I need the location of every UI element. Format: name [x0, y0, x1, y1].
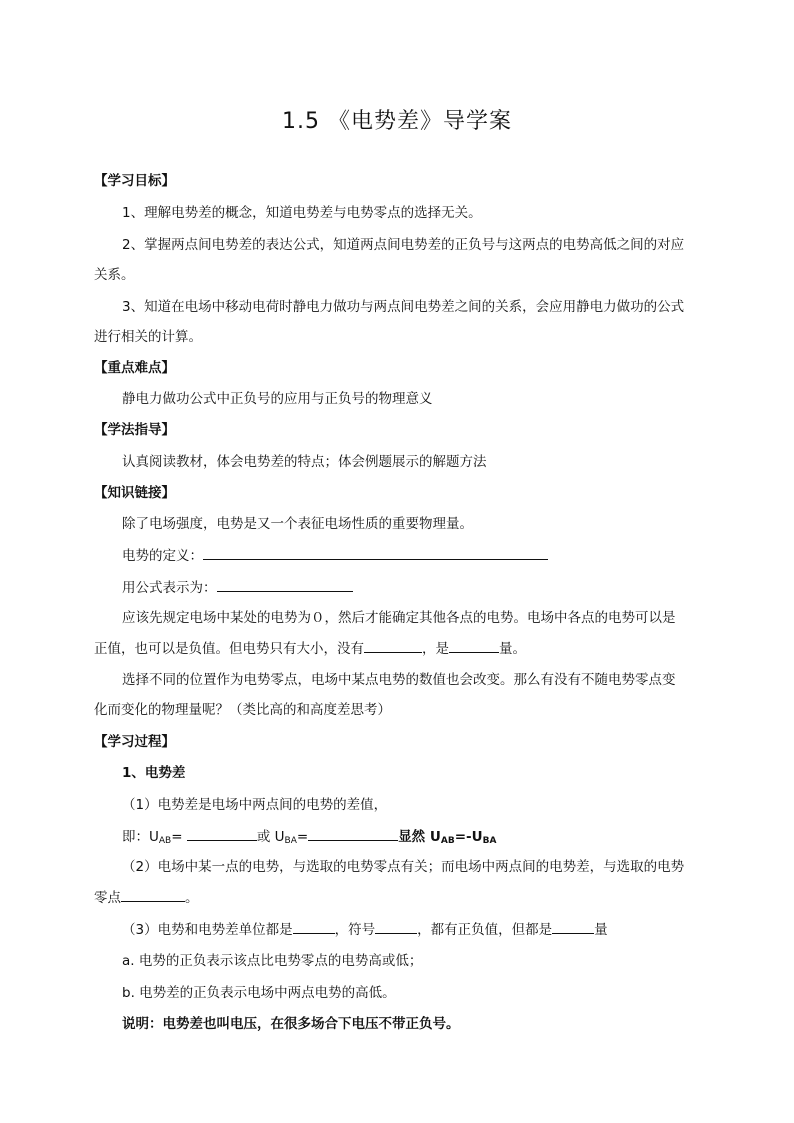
text-span: 正值，也可以是负值。但电势只有大小，没有 — [94, 641, 364, 657]
fill-blank[interactable] — [187, 826, 257, 841]
link-paragraph-3-cont: 化而变化的物理量呢？（类比高的和高度差思考） — [94, 702, 391, 718]
note-b: b. 电势差的正负表示电场中两点电势的高低。 — [122, 985, 396, 1001]
definition-line — [122, 545, 548, 566]
formula-blank[interactable] — [217, 577, 353, 592]
question-2-cont — [94, 887, 199, 908]
key-text: 静电力做功公式中正负号的应用与正负号的物理意义 — [122, 391, 433, 407]
formula-label: 用公式表示为： — [122, 580, 217, 596]
question-2: （2）电场中某一点的电势，与选取的电势零点有关；而电场中两点间的电势差，与选取的电势 — [122, 859, 685, 875]
goal-item-2-cont: 关系。 — [94, 267, 135, 283]
text-span: （3）电势和电势差单位都是 — [122, 922, 293, 938]
text-span: 即：U — [122, 829, 159, 845]
goal-item-3-cont: 进行相关的计算。 — [94, 329, 202, 345]
goal-item-1: 1、理解电势差的概念，知道电势差与电势零点的选择无关。 — [122, 205, 482, 221]
fill-blank[interactable] — [308, 826, 398, 841]
subscript: BA — [482, 836, 497, 846]
link-paragraph-2: 应该先规定电场中某处的电势为０，然后才能确定其他各点的电势。电场中各点的电势可以是 — [122, 610, 676, 626]
fill-blank[interactable] — [375, 919, 417, 934]
fill-blank[interactable] — [552, 919, 594, 934]
text-span: =-U — [454, 829, 483, 845]
section-heading-method: 【学法指导】 — [94, 422, 175, 438]
goal-item-2: 2、掌握两点间电势差的表达公式，知道两点间电势差的正负号与这两点的电势高低之间的对应 — [122, 237, 685, 253]
equation-line — [122, 826, 496, 851]
text-span: 零点 — [94, 890, 121, 906]
fill-blank[interactable] — [449, 638, 499, 653]
link-paragraph-3: 选择不同的位置作为电势零点，电场中某点电势的数值也会改变。那么有没有不随电势零点变 — [122, 672, 676, 688]
subscript: AB — [158, 836, 172, 846]
equation-bold — [398, 829, 496, 845]
fill-blank[interactable] — [364, 638, 422, 653]
text-span: ，都有正负值，但都是 — [417, 922, 553, 938]
definition-blank[interactable] — [203, 545, 548, 560]
text-span: 量 — [594, 922, 608, 938]
subscript: BA — [284, 836, 297, 846]
text-span: 或 U — [256, 829, 285, 845]
text-span: = — [296, 829, 309, 845]
link-paragraph-1: 除了电场强度，电势是又一个表征电场性质的重要物理量。 — [122, 516, 473, 532]
section-heading-process: 【学习过程】 — [94, 734, 175, 750]
question-3 — [122, 919, 608, 940]
fill-blank[interactable] — [121, 887, 185, 902]
question-1: （1）电势差是电场中两点间的电势的差值， — [122, 797, 388, 813]
goal-item-3: 3、知道在电场中移动电荷时静电力做功与两点间电势差之间的关系，会应用静电力做功的公式 — [122, 299, 685, 315]
text-span: ，是 — [422, 641, 449, 657]
page-title: 1.5 《电势差》导学案 — [282, 109, 512, 134]
text-span: = — [171, 829, 183, 845]
text-span: ，符号 — [334, 922, 376, 938]
section-heading-goals: 【学习目标】 — [94, 173, 175, 189]
link-paragraph-2-cont — [94, 638, 526, 659]
section-heading-key: 【重点难点】 — [94, 360, 175, 376]
fill-blank[interactable] — [293, 919, 335, 934]
formula-line — [122, 577, 353, 598]
explanation-note: 说明：电势差也叫电压，在很多场合下电压不带正负号。 — [122, 1016, 460, 1032]
text-span: 。 — [185, 890, 199, 906]
text-span: 量。 — [499, 641, 526, 657]
method-text: 认真阅读教材，体会电势差的特点；体会例题展示的解题方法 — [122, 454, 487, 470]
note-a: a. 电势的正负表示该点比电势零点的电势高或低； — [122, 953, 423, 969]
definition-label: 电势的定义： — [122, 548, 203, 564]
subscript: AB — [440, 836, 455, 846]
text-span: 显然 U — [398, 829, 441, 845]
subsection-title: 1、电势差 — [122, 765, 186, 781]
section-heading-link: 【知识链接】 — [94, 485, 175, 501]
